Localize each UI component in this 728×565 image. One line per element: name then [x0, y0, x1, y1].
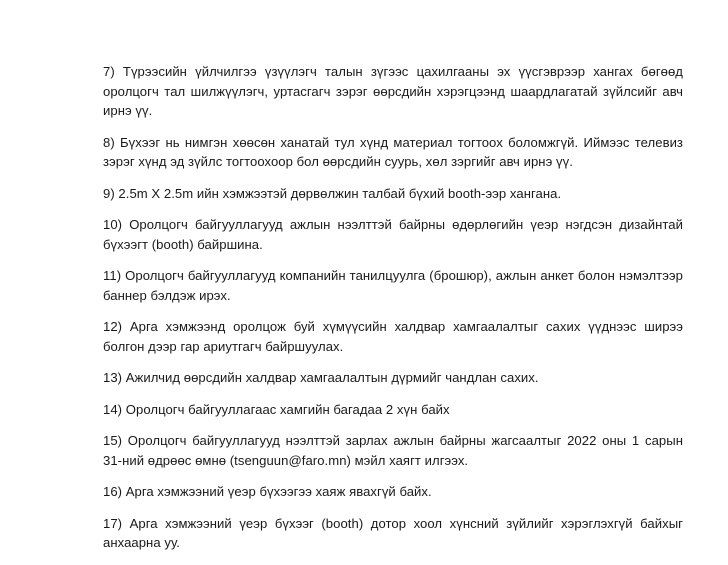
paragraph-item-17: 17) Арга хэмжээний үеэр бүхээг (booth) дотор хоол хүнсний зүйлийг хэрэглэхгүй байхыг анхаарна уу.: [103, 515, 683, 550]
paragraph-item-8: 8) Бүхээг нь нимгэн хөөсөн ханатай тул хүнд материал тогтоох боломжгүй. Иймээс телевиз зэрэг хүнд эд зүйлс тогтоохоор бол өөрсдийн суурь, хөл зэргийг авч ирнэ үү.: [103, 134, 683, 169]
paragraph-item-12: 12) Арга хэмжээнд оролцож буй хүмүүсийн халдвар хамгаалалтыг сахих үүднээс ширээ болгон дээр гар ариутгагч байршуулах.: [103, 319, 683, 354]
document-body: [103, 62, 683, 565]
paragraph-item-7: 7) Түрээсийн үйлчилгээ үзүүлэгч талын зүгээс цахилгааны эх үүсгэврээр хангах бөгөөд оролцогч тал шилжүүлэгч, уртасгагч зэрэг өөрсдийн хэрэгцээнд шаардлагатай зүйлсийг авч ирнэ үү.: [103, 64, 683, 118]
paragraph-item-16: 16) Арга хэмжээний үеэр бүхээгээ хаяж явахгүй байх.: [103, 484, 432, 499]
paragraph-item-11: 11) Оролцогч байгууллагууд компанийн танилцуулга (брошюр), ажлын анкет болон нэмэлтээр баннер бэлдэж ирэх.: [103, 268, 683, 303]
paragraph-item-15: 15) Оролцогч байгууллагууд нээлттэй зарлах ажлын байрны жагсаалтыг 2022 оны 1 сарын 31-ний өдрөөс өмнө (tsenguun@faro.mn) мэйл хаягт илгээх.: [103, 433, 683, 468]
paragraph-item-10: 10) Оролцогч байгууллагууд ажлын нээлттэй байрны өдөрлөгийн үеэр нэгдсэн дизайнтай бүхээгт (booth) байршина.: [103, 217, 683, 252]
paragraph-item-14: 14) Оролцогч байгууллагаас хамгийн багадаа 2 хүн байх: [103, 401, 450, 417]
paragraph-item-13: 13) Ажилчид өөрсдийн халдвар хамгаалалтын дүрмийг чандлан сахих.: [103, 370, 539, 385]
paragraph-item-9: 9) 2.5m X 2.5m ийн хэмжээтэй дөрвөлжин талбай бүхий booth-ээр хангана.: [103, 185, 562, 201]
